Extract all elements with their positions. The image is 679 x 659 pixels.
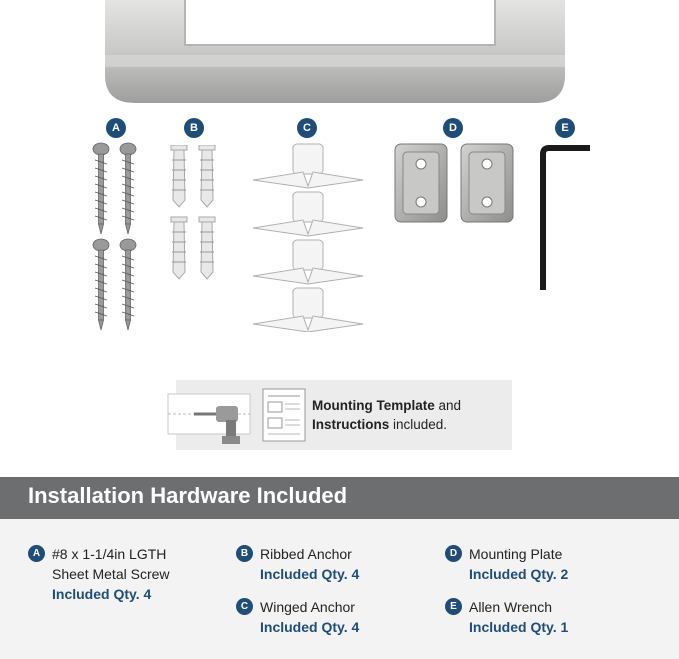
hardware-item-e	[445, 597, 568, 637]
item-b-line1: Ribbed Anchor	[260, 546, 352, 562]
label-d-badge: D	[443, 118, 463, 138]
instructions-icon	[262, 388, 306, 442]
sheet-metal-screws-image	[88, 142, 143, 332]
item-a-qty: Included Qty. 4	[52, 586, 152, 602]
item-c-qty: Included Qty. 4	[260, 619, 360, 635]
ribbed-anchors-image	[165, 145, 225, 285]
item-c-badge: C	[236, 598, 253, 615]
template-banner	[176, 380, 512, 450]
mounting-plates-image	[393, 142, 518, 224]
template-banner-text	[312, 396, 512, 434]
template-strong: Mounting Template	[312, 398, 435, 413]
item-b-qty: Included Qty. 4	[260, 566, 360, 582]
item-d-badge: D	[445, 545, 462, 562]
label-e-badge: E	[555, 118, 575, 138]
template-text: and	[434, 398, 462, 413]
item-c-line1: Winged Anchor	[260, 599, 355, 615]
section-header	[0, 477, 679, 519]
winged-anchors-image	[248, 142, 368, 332]
item-e-line1: Allen Wrench	[469, 599, 553, 615]
item-e-qty: Included Qty. 1	[469, 619, 569, 635]
section-title: Installation Hardware Included	[28, 483, 348, 508]
instructions-strong: Instructions	[312, 417, 390, 432]
hardware-item-c	[236, 597, 359, 637]
item-b-badge: B	[236, 545, 253, 562]
hardware-list	[0, 519, 679, 659]
hardware-item-d	[445, 544, 568, 584]
label-b-badge: B	[184, 118, 204, 138]
cabinet-pull-image	[95, 0, 580, 105]
item-d-qty: Included Qty. 2	[469, 566, 569, 582]
item-a-line2: Sheet Metal Screw	[52, 566, 170, 582]
item-a-line1: #8 x 1-1/4in LGTH	[52, 546, 167, 562]
hardware-item-a	[28, 544, 170, 604]
label-c-badge: C	[297, 118, 317, 138]
hardware-item-b	[236, 544, 359, 584]
drill-template-icon	[166, 388, 256, 448]
instructions-text: included.	[389, 417, 448, 432]
item-d-line1: Mounting Plate	[469, 546, 563, 562]
label-a-badge: A	[106, 118, 126, 138]
allen-wrench-image	[535, 140, 595, 290]
item-e-badge: E	[445, 598, 462, 615]
item-a-badge: A	[28, 545, 45, 562]
